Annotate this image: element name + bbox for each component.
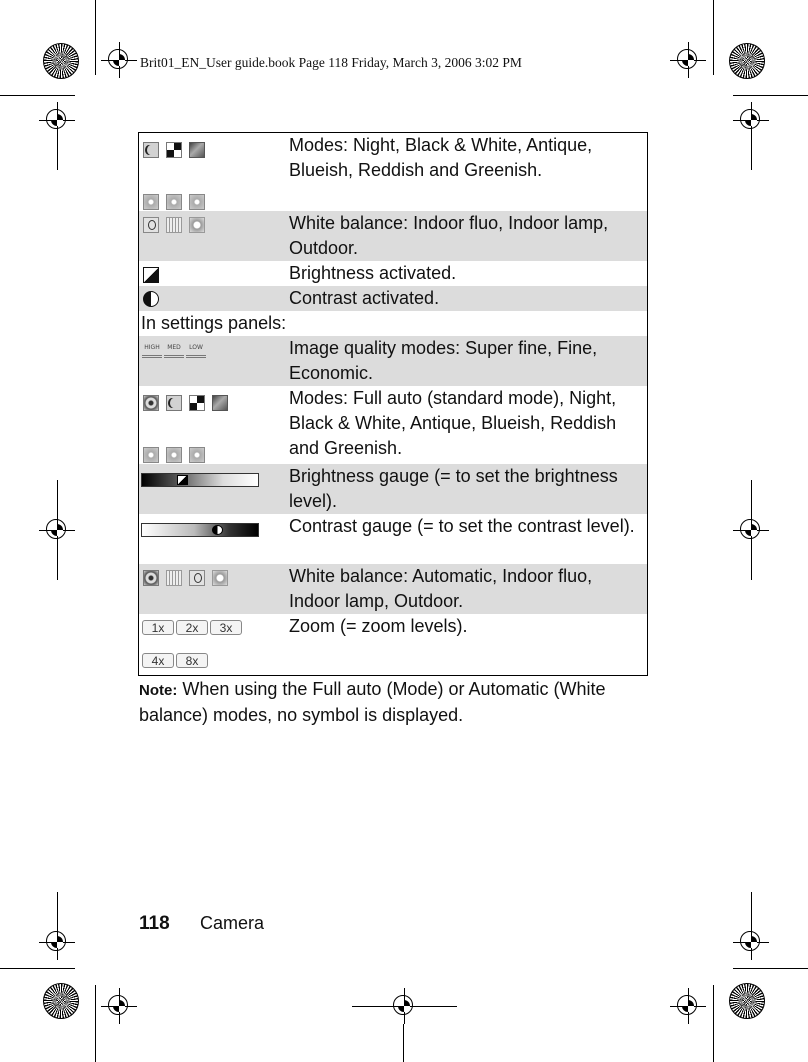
zoom-icons bbox=[139, 614, 289, 675]
crop-line bbox=[713, 0, 714, 75]
icon-table bbox=[138, 132, 648, 676]
crop-line bbox=[57, 138, 58, 170]
zoom-1x-icon: 1x bbox=[142, 620, 174, 635]
table-row bbox=[139, 336, 647, 386]
blueish-mode-icon bbox=[143, 194, 159, 210]
crop-line bbox=[95, 985, 96, 1062]
zoom-8x-icon: 8x bbox=[176, 653, 208, 668]
registration-star-icon bbox=[43, 983, 79, 1019]
blueish-mode-icon bbox=[143, 447, 159, 463]
indoor-fluo-icon bbox=[166, 570, 182, 586]
note-text: When using the Full auto (Mode) or Automatic (White balance) modes, no symbol is displayed. bbox=[139, 679, 606, 725]
crop-line bbox=[95, 0, 96, 75]
super-fine-icon: HIGH bbox=[142, 344, 162, 358]
row-description: Modes: Night, Black & White, Antique, Blueish, Reddish and Greenish. bbox=[289, 135, 593, 180]
contrast-marker-icon bbox=[212, 525, 223, 535]
registration-mark-icon bbox=[733, 924, 769, 960]
black-white-mode-icon bbox=[189, 395, 205, 411]
row-description: Contrast activated. bbox=[289, 288, 440, 308]
page-number: 118 bbox=[139, 913, 170, 934]
crop-line bbox=[733, 968, 808, 969]
greenish-mode-icon bbox=[189, 194, 205, 210]
zoom-2x-icon: 2x bbox=[176, 620, 208, 635]
row-description: Image quality modes: Super fine, Fine, Economic. bbox=[289, 338, 598, 383]
white-balance-icons-full bbox=[139, 564, 289, 614]
note-label: Note: bbox=[139, 682, 178, 699]
table-row bbox=[139, 614, 647, 675]
crop-line bbox=[422, 1006, 457, 1007]
outdoor-icon bbox=[189, 217, 205, 233]
registration-mark-icon bbox=[670, 42, 706, 78]
registration-mark-icon bbox=[733, 102, 769, 138]
mode-icons-full bbox=[139, 386, 289, 464]
registration-mark-icon bbox=[39, 102, 75, 138]
indoor-lamp-icon bbox=[143, 217, 159, 233]
white-balance-icons bbox=[139, 211, 289, 261]
crop-line bbox=[713, 985, 714, 1062]
registration-mark-icon bbox=[101, 42, 137, 78]
registration-star-icon bbox=[729, 983, 765, 1019]
running-head: Brit01_EN_User guide.book Page 118 Friday, March 3, 2006 3:02 PM bbox=[140, 55, 522, 70]
crop-line bbox=[57, 480, 58, 512]
outdoor-icon bbox=[212, 570, 228, 586]
table-row bbox=[139, 564, 647, 614]
indoor-fluo-icon bbox=[166, 217, 182, 233]
crop-line bbox=[57, 892, 58, 924]
brightness-gauge bbox=[141, 473, 259, 487]
crop-line bbox=[751, 480, 752, 512]
registration-mark-icon bbox=[39, 512, 75, 548]
contrast-icon bbox=[143, 291, 159, 307]
crop-line bbox=[57, 548, 58, 580]
crop-line bbox=[0, 95, 75, 96]
table-row bbox=[139, 211, 647, 261]
crop-line bbox=[352, 1006, 387, 1007]
table-row bbox=[139, 311, 647, 336]
antique-mode-icon bbox=[189, 142, 205, 158]
night-mode-icon bbox=[166, 395, 182, 411]
reddish-mode-icon bbox=[166, 447, 182, 463]
row-description: White balance: Automatic, Indoor fluo, Indoor lamp, Outdoor. bbox=[289, 566, 593, 611]
antique-mode-icon bbox=[212, 395, 228, 411]
registration-mark-icon bbox=[39, 924, 75, 960]
registration-mark-icon bbox=[733, 512, 769, 548]
zoom-4x-icon: 4x bbox=[142, 653, 174, 668]
full-auto-mode-icon bbox=[143, 395, 159, 411]
fine-icon: MED bbox=[164, 344, 184, 358]
reddish-mode-icon bbox=[166, 194, 182, 210]
crop-line bbox=[403, 1024, 404, 1062]
table-row bbox=[139, 133, 647, 211]
row-description: Contrast gauge (= to set the contrast level). bbox=[289, 516, 635, 536]
indoor-lamp-icon bbox=[189, 570, 205, 586]
row-description: Brightness gauge (= to set the brightness level). bbox=[289, 466, 618, 511]
mode-icons bbox=[139, 133, 289, 211]
brightness-marker-icon bbox=[177, 475, 188, 485]
contrast-gauge bbox=[141, 523, 259, 537]
crop-line bbox=[751, 138, 752, 170]
crop-line bbox=[0, 968, 75, 969]
crop-line bbox=[751, 892, 752, 924]
table-row bbox=[139, 386, 647, 464]
row-description: Modes: Full auto (standard mode), Night, Black & White, Antique, Blueish, Reddish and Greenish. bbox=[289, 388, 617, 458]
automatic-wb-icon bbox=[143, 570, 159, 586]
note bbox=[139, 677, 649, 728]
crop-line bbox=[751, 548, 752, 580]
row-description: White balance: Indoor fluo, Indoor lamp, Outdoor. bbox=[289, 213, 609, 258]
economic-icon: LOW bbox=[186, 344, 206, 358]
registration-mark-icon bbox=[386, 988, 422, 1024]
registration-mark-icon bbox=[670, 988, 706, 1024]
table-row bbox=[139, 261, 647, 286]
greenish-mode-icon bbox=[189, 447, 205, 463]
night-mode-icon bbox=[143, 142, 159, 158]
crop-line bbox=[733, 95, 808, 96]
registration-star-icon bbox=[729, 43, 765, 79]
registration-star-icon bbox=[43, 43, 79, 79]
section-title: Camera bbox=[200, 913, 265, 933]
registration-mark-icon bbox=[101, 988, 137, 1024]
table-row bbox=[139, 464, 647, 514]
table-row bbox=[139, 286, 647, 311]
table-row bbox=[139, 514, 647, 564]
row-description: Brightness activated. bbox=[289, 263, 457, 283]
zoom-3x-icon: 3x bbox=[210, 620, 242, 635]
section-label: In settings panels: bbox=[141, 313, 287, 333]
black-white-mode-icon bbox=[166, 142, 182, 158]
quality-icons bbox=[139, 336, 289, 386]
row-description: Zoom (= zoom levels). bbox=[289, 616, 468, 636]
brightness-icon bbox=[143, 267, 159, 283]
